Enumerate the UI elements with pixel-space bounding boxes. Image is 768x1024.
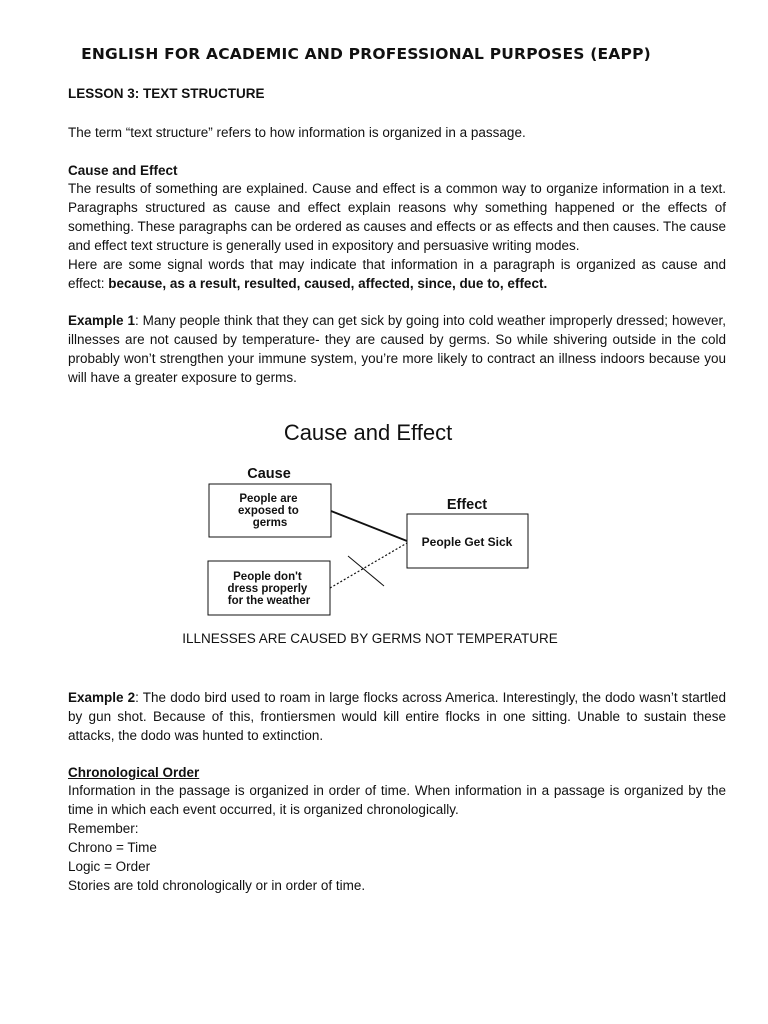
intro-paragraph: The term “text structure” refers to how information is organized in a passage. bbox=[68, 125, 526, 140]
example-2-paragraph bbox=[68, 688, 726, 745]
signal-words-intro: Here are some signal words that may indicate that information in a paragraph is organized as cause and effect: bbox=[68, 257, 726, 291]
cause2-line1: People don't bbox=[233, 571, 302, 583]
effect-label: Effect bbox=[446, 497, 488, 513]
cause2-line2: dress properly bbox=[227, 583, 308, 595]
example-2-text: : The dodo bird used to roam in large flocks across America. Interestingly, the dodo wasn’t startled by gun shot. Because of this, frontiersmen would kill entire flocks in one sitting. Unable to sustain these attacks, the dodo was hunted to extinction. bbox=[68, 690, 726, 743]
cause-effect-body: The results of something are explained. Cause and effect is a common way to organize information in a text. Paragraphs structured as cause and effect explain reasons why something happened or the effects of something. These paragraphs can be ordered as causes and effects or as effects and then causes. The cause and effect text structure is generally used in expository and persuasive writing modes. bbox=[68, 181, 726, 253]
remember-line: Remember: bbox=[68, 821, 139, 836]
connector-germs bbox=[331, 511, 407, 541]
example-1-label: Example 1 bbox=[68, 313, 135, 328]
signal-words-list: because, as a result, resulted, caused, affected, since, due to, effect. bbox=[108, 276, 548, 291]
logic-line: Logic = Order bbox=[68, 859, 151, 874]
cause-effect-paragraph bbox=[68, 179, 726, 255]
cause-label: Cause bbox=[247, 466, 291, 482]
diagram-title: Cause and Effect bbox=[283, 420, 453, 445]
cause-effect-diagram bbox=[195, 410, 555, 620]
signal-words-paragraph bbox=[68, 255, 726, 293]
example-1-text: : Many people think that they can get sick by going into cold weather improperly dressed; however, illnesses are not caused by temperature- they are caused by germs. So while shivering outside in the cold probably won’t strengthen your immune system, you’re more likely to contract an illness indoors because you will have a greater exposure to germs. bbox=[68, 313, 726, 385]
cause1-line1: People are bbox=[239, 493, 298, 505]
example-2-label: Example 2 bbox=[68, 690, 136, 705]
lesson-heading: LESSON 3: TEXT STRUCTURE bbox=[68, 86, 265, 101]
cause1-line2: exposed to bbox=[238, 505, 299, 517]
chronological-body: Information in the passage is organized in order of time. When information in a passage is organized by the time in which each event occurred, it is organized chronologically. bbox=[68, 783, 726, 817]
cause1-line3: germs bbox=[252, 517, 288, 529]
cross-mark bbox=[348, 556, 384, 586]
chronological-heading: Chronological Order bbox=[68, 765, 200, 780]
cause2-line3: for the weather bbox=[227, 595, 311, 607]
chrono-line: Chrono = Time bbox=[68, 840, 157, 855]
connector-weather-dotted bbox=[330, 543, 407, 588]
diagram-caption: ILLNESSES ARE CAUSED BY GERMS NOT TEMPERATURE bbox=[182, 631, 558, 646]
cause-box-weather-text bbox=[227, 571, 310, 607]
effect-box-text: People Get Sick bbox=[421, 535, 513, 549]
example-1-paragraph bbox=[68, 311, 726, 387]
stories-line: Stories are told chronologically or in order of time. bbox=[68, 878, 366, 893]
chronological-notes bbox=[68, 819, 726, 895]
cause-effect-heading: Cause and Effect bbox=[68, 163, 178, 178]
document-title: ENGLISH FOR ACADEMIC AND PROFESSIONAL PURPOSES (EAPP) bbox=[81, 45, 651, 63]
